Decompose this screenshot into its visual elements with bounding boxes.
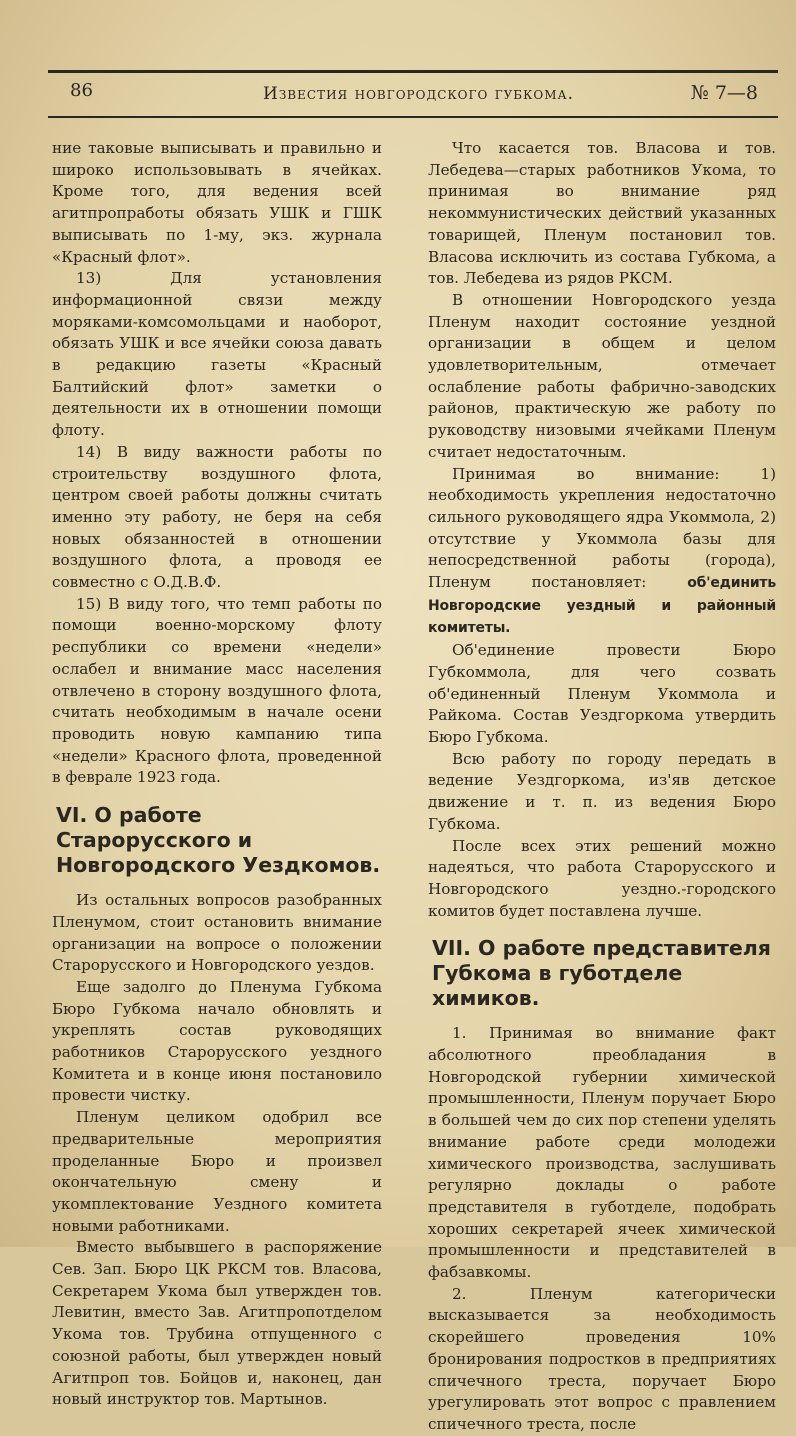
paragraph: 15) В виду того, что темп работы по помощи военно-морскому флоту республики со времени «недели» ослабел и внимание масс населения отвлечено в сторону воздушного флота, считать необходимым в начале осени проводить новую кампанию типа «недели» Красного флота, проведенной в феврале 1923 года. bbox=[52, 594, 382, 787]
paragraph: Еще задолго до Пленума Губкома Бюро Губкома начало обновлять и укреплять состав руководящих работников Старорусского уездного Комитета и в конце июня постановило провести чистку. bbox=[52, 977, 382, 1105]
section-heading-7: VII. О работе представителя Губкома в губотделе химиков. bbox=[432, 936, 771, 1011]
paragraph bbox=[428, 464, 776, 641]
section-heading-6: VI. О работе Старорусского и Новгородского Уездкомов. bbox=[56, 803, 381, 878]
page-number: 86 bbox=[70, 80, 93, 101]
paragraph: 14) В виду важности работы по строительству воздушного флота, центром своей работы должны считать именно эту работу, не беря на себя новых обязанностей в отношении воздушного флота, а проводя ее совместно с О.Д.В.Ф. bbox=[52, 442, 382, 592]
paragraph: Что касается тов. Власова и тов. Лебедева—старых работников Укома, то принимая во внимание ряд некоммунистических действий указанных товарищей, Пленум постановил тов. Власова исключить из состава Губкома, а тов. Лебедева из рядов РКСМ. bbox=[428, 139, 776, 288]
left-column bbox=[52, 138, 382, 1411]
paragraph: Пленум целиком одобрил все предварительные мероприятия проделанные Бюро и произвел окончательную смену и укомплектование Уездного комитета новыми работниками. bbox=[52, 1108, 382, 1235]
resolution-emphasis: об'единить Новгородские уездный и районный комитеты. bbox=[428, 575, 776, 637]
running-title: Известия новгородского губкома. bbox=[263, 84, 575, 104]
paragraph: Из остальных вопросов разобранных Пленумом, стоит остановить внимание организации на вопросе о положении Старорусского и Новгородского уездов. bbox=[52, 891, 382, 975]
header-rule bbox=[48, 116, 778, 118]
issue-number: № 7—8 bbox=[690, 82, 758, 104]
page-header bbox=[48, 80, 778, 114]
paragraph: Вместо выбывшего в распоряжение Сев. Зап. Бюро ЦК РКСМ тов. Власова, Секретарем Укома был утвержден тов. Левитин, вместо Зав. Агитпропотделом Укома тов. Трубина отпущенного с союзной работы, был утвержден новый Агитпроп тов. Бойцов и, наконец, дан новый инструктор тов. Мартынов. bbox=[52, 1238, 382, 1409]
paragraph: 1. Принимая во внимание факт абсолютного преобладания в Новгородской губернии химической промышленности, Пленум поручает Бюро в большей чем до сих пор степени уделять внимание работе среди молодежи химического производства, заслушивать регулярно доклады о работе представителя в губотделе, подобрать хороших секретарей ячеек химической промышленности и представителей в фабзавкомы. bbox=[428, 1024, 776, 1282]
paragraph: Всю работу по городу передать в ведение Уездгоркома, из'яв детское движение и т. п. из ведения Бюро Губкома. bbox=[428, 749, 776, 833]
paragraph: 13) Для установления информационной связи между моряками-комсомольцами и наоборот, обязать УШК и все ячейки союза давать в редакцию газеты «Красный Балтийский флот» заметки о деятельности их в отношении помощи флоту. bbox=[52, 269, 382, 440]
paragraph: 2. Пленум категорически высказывается за необходимость скорейшего проведения 10% бронирования подростков в предприятиях спичечного треста, поручает Бюро урегулировать этот вопрос с правлением спичечного треста, после bbox=[428, 1284, 776, 1433]
paragraph: ние таковые выписывать и правильно и широко использовывать в ячейках. Кроме того, для ведения всей агитпропработы обязать УШК и ГШК выписывать по 1-му, экз. журнала «Красный флот». bbox=[52, 139, 382, 266]
top-rule bbox=[48, 70, 778, 73]
paragraph-text: Принимая во внимание: 1) необходимость укрепления недостаточно сильного руководящего ядра Укоммола, 2) отсутствие у Укоммола базы для непосредственной работы (города), Пленум постановляет: bbox=[428, 464, 776, 592]
paragraph: В отношении Новгородского уезда Пленум находит состояние уездной организации в общем и целом удовлетворительным, отмечает ослабление работы фабрично-заводских районов, практическую же работу по руководству низовыми ячейками Пленум считает недостаточным. bbox=[428, 290, 776, 461]
paragraph: После всех этих решений можно надеяться, что работа Старорусского и Новгородского уездно.-городского комитов будет поставлена лучше. bbox=[428, 836, 776, 920]
right-column bbox=[428, 138, 776, 1436]
paragraph: Об'единение провести Бюро Губкоммола, для чего созвать об'единенный Пленум Укоммола и Райкома. Состав Уездгоркома утвердить Бюро Губкома. bbox=[428, 641, 776, 746]
